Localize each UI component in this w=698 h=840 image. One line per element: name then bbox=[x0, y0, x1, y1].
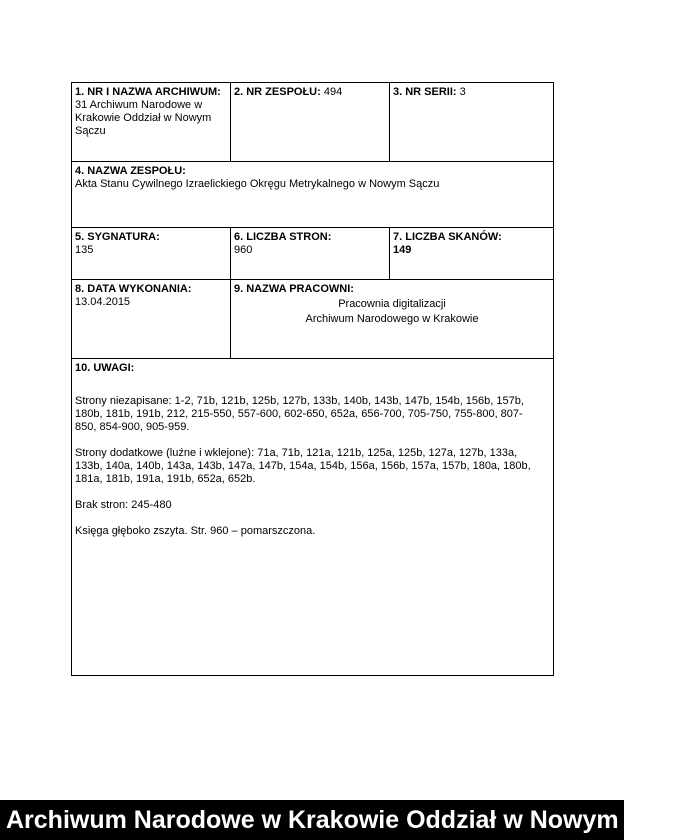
series-label: 3. NR SERII: bbox=[393, 86, 457, 98]
remarks-cell bbox=[72, 359, 553, 675]
remarks-unwritten-pages: Strony niezapisane: 1-2, 71b, 121b, 125b, 127b, 133b, 140b, 143b, 147b, 154b, 156b, 157b, 180b, 181b, 191b, 212, 215-550, 557-600, 602-650, 652a, 656-700, 705-750, 755-800, 807-850, 854-900, 905-959. bbox=[75, 395, 524, 433]
form-row-5 bbox=[72, 359, 553, 675]
page-count-label: 6. LICZBA STRON: bbox=[234, 231, 332, 243]
date-value: 13.04.2015 bbox=[75, 296, 131, 308]
fonds-name-label: 4. NAZWA ZESPOŁU: bbox=[75, 165, 186, 177]
form-row-3 bbox=[72, 228, 553, 280]
form-row-2 bbox=[72, 162, 553, 228]
fonds-name-value: Akta Stanu Cywilnego Izraelickiego Okręgu Metrykalnego w Nowym Sączu bbox=[75, 178, 440, 190]
metadata-form bbox=[71, 82, 554, 676]
form-row-1 bbox=[72, 83, 553, 162]
page-count-value: 960 bbox=[234, 244, 253, 256]
workshop-line-1: Pracownia digitalizacji bbox=[338, 298, 446, 310]
series-cell bbox=[390, 83, 553, 161]
archive-value: 31 Archiwum Narodowe w Krakowie Oddział w Nowym Sączu bbox=[75, 99, 212, 137]
fonds-number-cell bbox=[231, 83, 390, 161]
workshop-line-2: Archiwum Narodowego w Krakowie bbox=[305, 313, 479, 325]
fonds-name-cell bbox=[72, 162, 553, 227]
form-row-4 bbox=[72, 280, 553, 359]
date-label: 8. DATA WYKONANIA: bbox=[75, 283, 192, 295]
remarks-extra-pages: Strony dodatkowe (luźne i wklejone): 71a, 71b, 121a, 121b, 125a, 125b, 127a, 127b, 133a, 133b, 140a, 140b, 143a, 143b, 147a, 147b, 154a, 154b, 156a, 156b, 157a, 157b, 180a, 180b, 181a, 181b, 191a, 191b, 652a, 652b. bbox=[75, 447, 531, 485]
archive-cell bbox=[72, 83, 231, 161]
fonds-number-label: 2. NR ZESPOŁU: bbox=[234, 86, 321, 98]
page-count-cell bbox=[231, 228, 390, 279]
signature-value: 135 bbox=[75, 244, 94, 256]
scan-count-value: 149 bbox=[393, 244, 412, 256]
scan-count-cell bbox=[390, 228, 553, 279]
series-value: 3 bbox=[459, 86, 466, 98]
date-cell bbox=[72, 280, 231, 358]
fonds-number-value: 494 bbox=[323, 86, 343, 98]
archive-banner: Archiwum Narodowe w Krakowie Oddział w Nowym Sączu bbox=[0, 800, 624, 840]
signature-label: 5. SYGNATURA: bbox=[75, 231, 160, 243]
workshop-cell bbox=[231, 280, 553, 358]
remarks-missing-pages: Brak stron: 245-480 bbox=[75, 499, 172, 511]
remarks-binding-note: Księga głęboko zszyta. Str. 960 – pomarszczona. bbox=[75, 525, 316, 537]
archive-label: 1. NR I NAZWA ARCHIWUM: bbox=[75, 86, 221, 98]
scan-count-label: 7. LICZBA SKANÓW: bbox=[393, 231, 502, 243]
signature-cell bbox=[72, 228, 231, 279]
remarks-label: 10. UWAGI: bbox=[75, 362, 135, 374]
workshop-label: 9. NAZWA PRACOWNI: bbox=[234, 283, 354, 295]
